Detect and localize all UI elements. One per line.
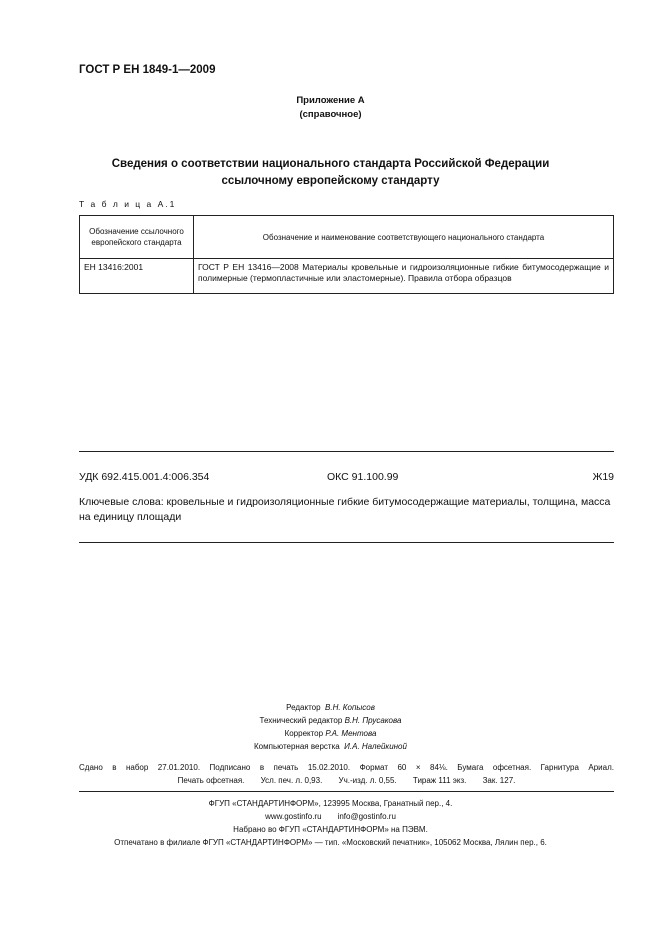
publisher-address: ФГУП «СТАНДАРТИНФОРМ», 123995 Москва, Гранатный пер., 4. xyxy=(208,799,453,808)
table-cell-ref: ЕН 13416:2001 xyxy=(80,259,194,294)
credit-tech-editor: Технический редактор В.Н. Прусакова xyxy=(259,716,402,725)
divider-imprint xyxy=(79,791,614,792)
classification-code: Ж19 xyxy=(592,471,614,483)
document-header: ГОСТ Р ЕН 1849-1—2009 xyxy=(79,64,216,76)
divider-bottom xyxy=(79,542,614,543)
section-title-line1: Сведения о соответствии национального стандарта Российской Федерации xyxy=(111,158,550,170)
table-caption: Т а б л и ц а А.1 xyxy=(79,199,177,209)
divider-top xyxy=(79,451,614,452)
publisher-web-link[interactable]: www.gostinfo.ru xyxy=(265,812,322,821)
table-header-ref: Обозначение ссылочного европейского стандарта xyxy=(80,216,194,259)
table-header-row xyxy=(80,216,614,259)
credits xyxy=(0,701,661,753)
publisher-contacts xyxy=(0,810,661,823)
credit-editor: Редактор В.Н. Копысов xyxy=(286,703,375,712)
publisher-printed: Отпечатано в филиале ФГУП «СТАНДАРТИНФОРМ» — тип. «Московский печатник», 105062 Москва, Лялин пер., 6. xyxy=(114,838,547,847)
table-header-national: Обозначение и наименование соответствующего национального стандарта xyxy=(194,216,614,259)
table-cell-national: ГОСТ Р ЕН 13416—2008 Материалы кровельные и гидроизоляционные гибкие битумосодержащие и полимерные (термопластичные или эластомерные). Правила отбора образцов xyxy=(194,259,614,294)
annex-note: (справочное) xyxy=(299,109,362,120)
table-row xyxy=(80,259,614,294)
credit-layout: Компьютерная верстка И.А. Налейкиной xyxy=(254,742,407,751)
publisher-typeset: Набрано во ФГУП «СТАНДАРТИНФОРМ» на ПЭВМ. xyxy=(233,825,428,834)
imprint-line1: Сдано в набор 27.01.2010. Подписано в печать 15.02.2010. Формат 60 × 84⅛. Бумага офсетная. Гарнитура Ариал. xyxy=(79,763,614,772)
udk-code: УДК 692.415.001.4:006.354 xyxy=(79,471,210,483)
credit-proofreader: Корректор Р.А. Ментова xyxy=(284,729,377,738)
imprint-line2: Печать офсетная. Усл. печ. л. 0,93. Уч.-изд. л. 0,55. Тираж 111 экз. Зак. 127. xyxy=(177,776,516,785)
correspondence-table xyxy=(79,215,614,294)
annex-title: Приложение А xyxy=(296,95,365,106)
keywords: Ключевые слова: кровельные и гидроизоляционные гибкие битумосодержащие материалы, толщина, масса на единицу площади xyxy=(79,496,611,523)
publisher-block xyxy=(0,797,661,849)
section-title-line2: ссылочному европейскому стандарту xyxy=(221,175,440,187)
publisher-email-link[interactable]: info@gostinfo.ru xyxy=(337,812,396,821)
oks-code: ОКС 91.100.99 xyxy=(327,471,399,483)
